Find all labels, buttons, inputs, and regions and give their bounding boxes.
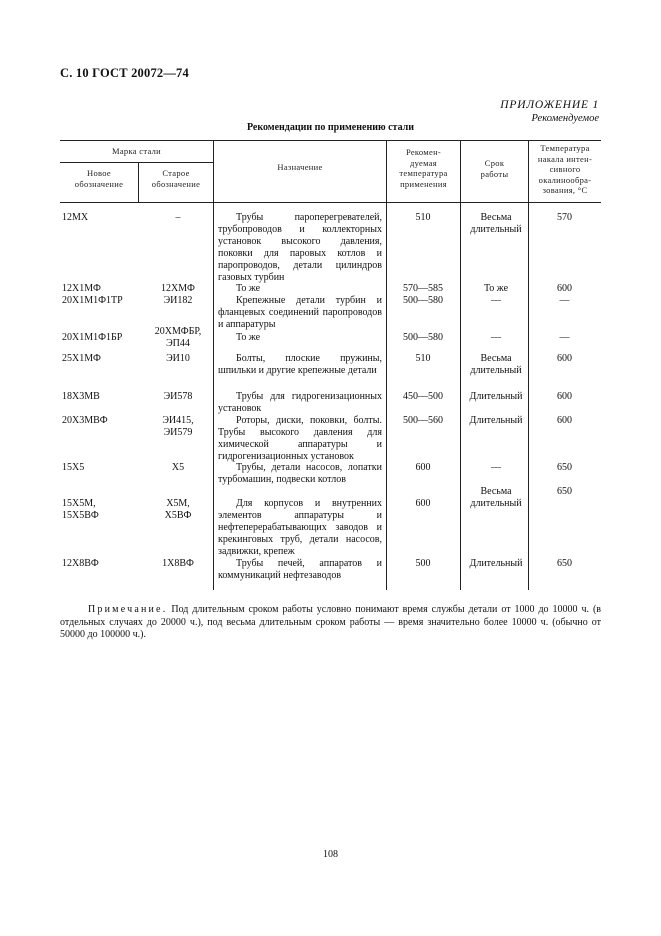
cell-life: — (491, 332, 501, 343)
cell-life: Весьма длительный (470, 353, 522, 376)
cell-old: ЭИ10 (166, 353, 190, 364)
cell-old: ЭИ578 (163, 391, 193, 402)
cell-purpose: Трубы для гидрогенизационных установок (218, 391, 382, 414)
cell-temperature: 500 (415, 558, 431, 569)
appendix-label: ПРИЛОЖЕНИЕ 1 (500, 99, 599, 111)
cell-life: — (491, 462, 501, 473)
cell-new: 20Х1М1Ф1ТР (62, 295, 123, 306)
cell-temperature: 500—580 (403, 332, 443, 343)
header-temperature: Рекомен- дуемая температура применения (399, 147, 448, 189)
cell-temperature: 600 (415, 498, 431, 509)
cell-old: Х5 (171, 462, 185, 473)
cell-life: Весьма длительный (470, 486, 522, 509)
cell-life: Длительный (469, 391, 523, 402)
note-paragraph (60, 604, 601, 642)
cell-life: То же (483, 283, 509, 294)
cell-purpose: Болты, плоские пружины, шпильки и другие крепежные детали (218, 353, 382, 376)
cell-scaling: 650 (557, 486, 572, 497)
col-divider-purpose (213, 140, 214, 590)
cell-purpose: Трубы пароперегревателей, трубопроводов и коллекторных установок высокого давления, поковки для паровых котлов и паропроводов, детали цилиндров газовых турбин (218, 212, 382, 283)
cell-old: Х5М, Х5ВФ (164, 498, 192, 521)
cell-scaling: — (559, 295, 570, 306)
cell-new: 20Х1М1Ф1БР (62, 332, 123, 343)
cell-new: 15Х5 (62, 462, 85, 473)
header-old-designation: Старое обозначение (151, 168, 201, 189)
header-grade-group: Марка стали (111, 146, 161, 156)
cell-scaling: 570 (557, 212, 572, 223)
cell-scaling: 600 (557, 391, 572, 402)
cell-old: 12ХМФ (161, 283, 195, 294)
cell-old: 20ХМФБР, ЭП44 (154, 326, 202, 349)
cell-new: 15Х5М, 15Х5ВФ (62, 498, 99, 521)
table-top-rule (60, 140, 601, 141)
cell-temperature: 570—585 (403, 283, 443, 294)
cell-temperature: 500—560 (403, 415, 443, 426)
page-header: С. 10 ГОСТ 20072—74 (60, 66, 189, 80)
cell-old: ЭИ415, ЭИ579 (162, 415, 194, 438)
cell-purpose: То же (236, 283, 261, 294)
cell-temperature: 510 (415, 212, 431, 223)
cell-scaling: 600 (557, 283, 572, 294)
cell-old: – (175, 212, 181, 223)
cell-purpose: Трубы, детали насосов, лопатки турбомашин, подвески котлов (218, 462, 382, 485)
cell-purpose: То же (236, 332, 261, 343)
header-scaling-temperature: Температура накала интен- сивного окалинообра- зования, °С (537, 143, 593, 195)
cell-temperature: 500—580 (403, 295, 443, 306)
cell-purpose: Трубы печей, аппаратов и коммуникаций нефтезаводов (218, 558, 382, 581)
cell-new: 18Х3МВ (62, 391, 100, 402)
note-label: Примечание. (88, 604, 168, 615)
table-title: Рекомендации по применению стали (246, 122, 415, 133)
grade-group-rule (60, 162, 213, 163)
cell-scaling: 600 (557, 353, 572, 364)
appendix-status: Рекомендуемое (531, 113, 599, 124)
header-bottom-rule (60, 202, 601, 203)
cell-life: Длительный (469, 415, 523, 426)
cell-life: — (491, 295, 501, 306)
header-new-designation: Новое обозначение (74, 168, 124, 189)
cell-purpose: Для корпусов и внутренних элементов аппаратуры и нефтеперерабатывающих заводов и крекинговых труб, детали насосов, задвижки, крепеж (218, 498, 382, 557)
cell-temperature: 510 (415, 353, 431, 364)
cell-old: ЭИ182 (163, 295, 193, 306)
cell-old: 1Х8ВФ (162, 558, 194, 569)
cell-scaling: — (559, 332, 570, 343)
cell-life: Длительный (469, 558, 523, 569)
cell-new: 12Х1МФ (62, 283, 101, 294)
header-purpose: Назначение (277, 162, 323, 172)
cell-temperature: 450—500 (403, 391, 443, 402)
cell-life: Весьма длительный (470, 212, 522, 235)
steel-table (60, 140, 601, 590)
cell-scaling: 600 (557, 415, 572, 426)
cell-scaling: 650 (557, 462, 572, 473)
cell-scaling: 650 (557, 558, 572, 569)
cell-new: 12Х8ВФ (62, 558, 99, 569)
cell-purpose: Роторы, диски, поковки, болты. Трубы высокого давления для химической аппаратуры и гидрогенизационных установок (218, 415, 382, 462)
cell-new: 25Х1МФ (62, 353, 101, 364)
cell-temperature: 600 (415, 462, 431, 473)
cell-new: 12МХ (62, 212, 89, 223)
col-divider-temp (386, 140, 387, 590)
cell-new: 20Х3МВФ (62, 415, 108, 426)
note-text: Под длительным сроком работы условно понимают время службы детали от 1000 до 10000 ч. (в отдельных случаях до 20000 ч.), под весьма длительным сроком работы — время значительно более 10000 ч. (обычно от 50000 до 100000 ч.). (60, 604, 601, 640)
page-number: 108 (323, 849, 338, 860)
cell-purpose: Крепежные детали турбин и фланцевых соединений паропроводов и аппаратуры (218, 295, 382, 330)
header-service-life: Срок работы (480, 158, 509, 179)
